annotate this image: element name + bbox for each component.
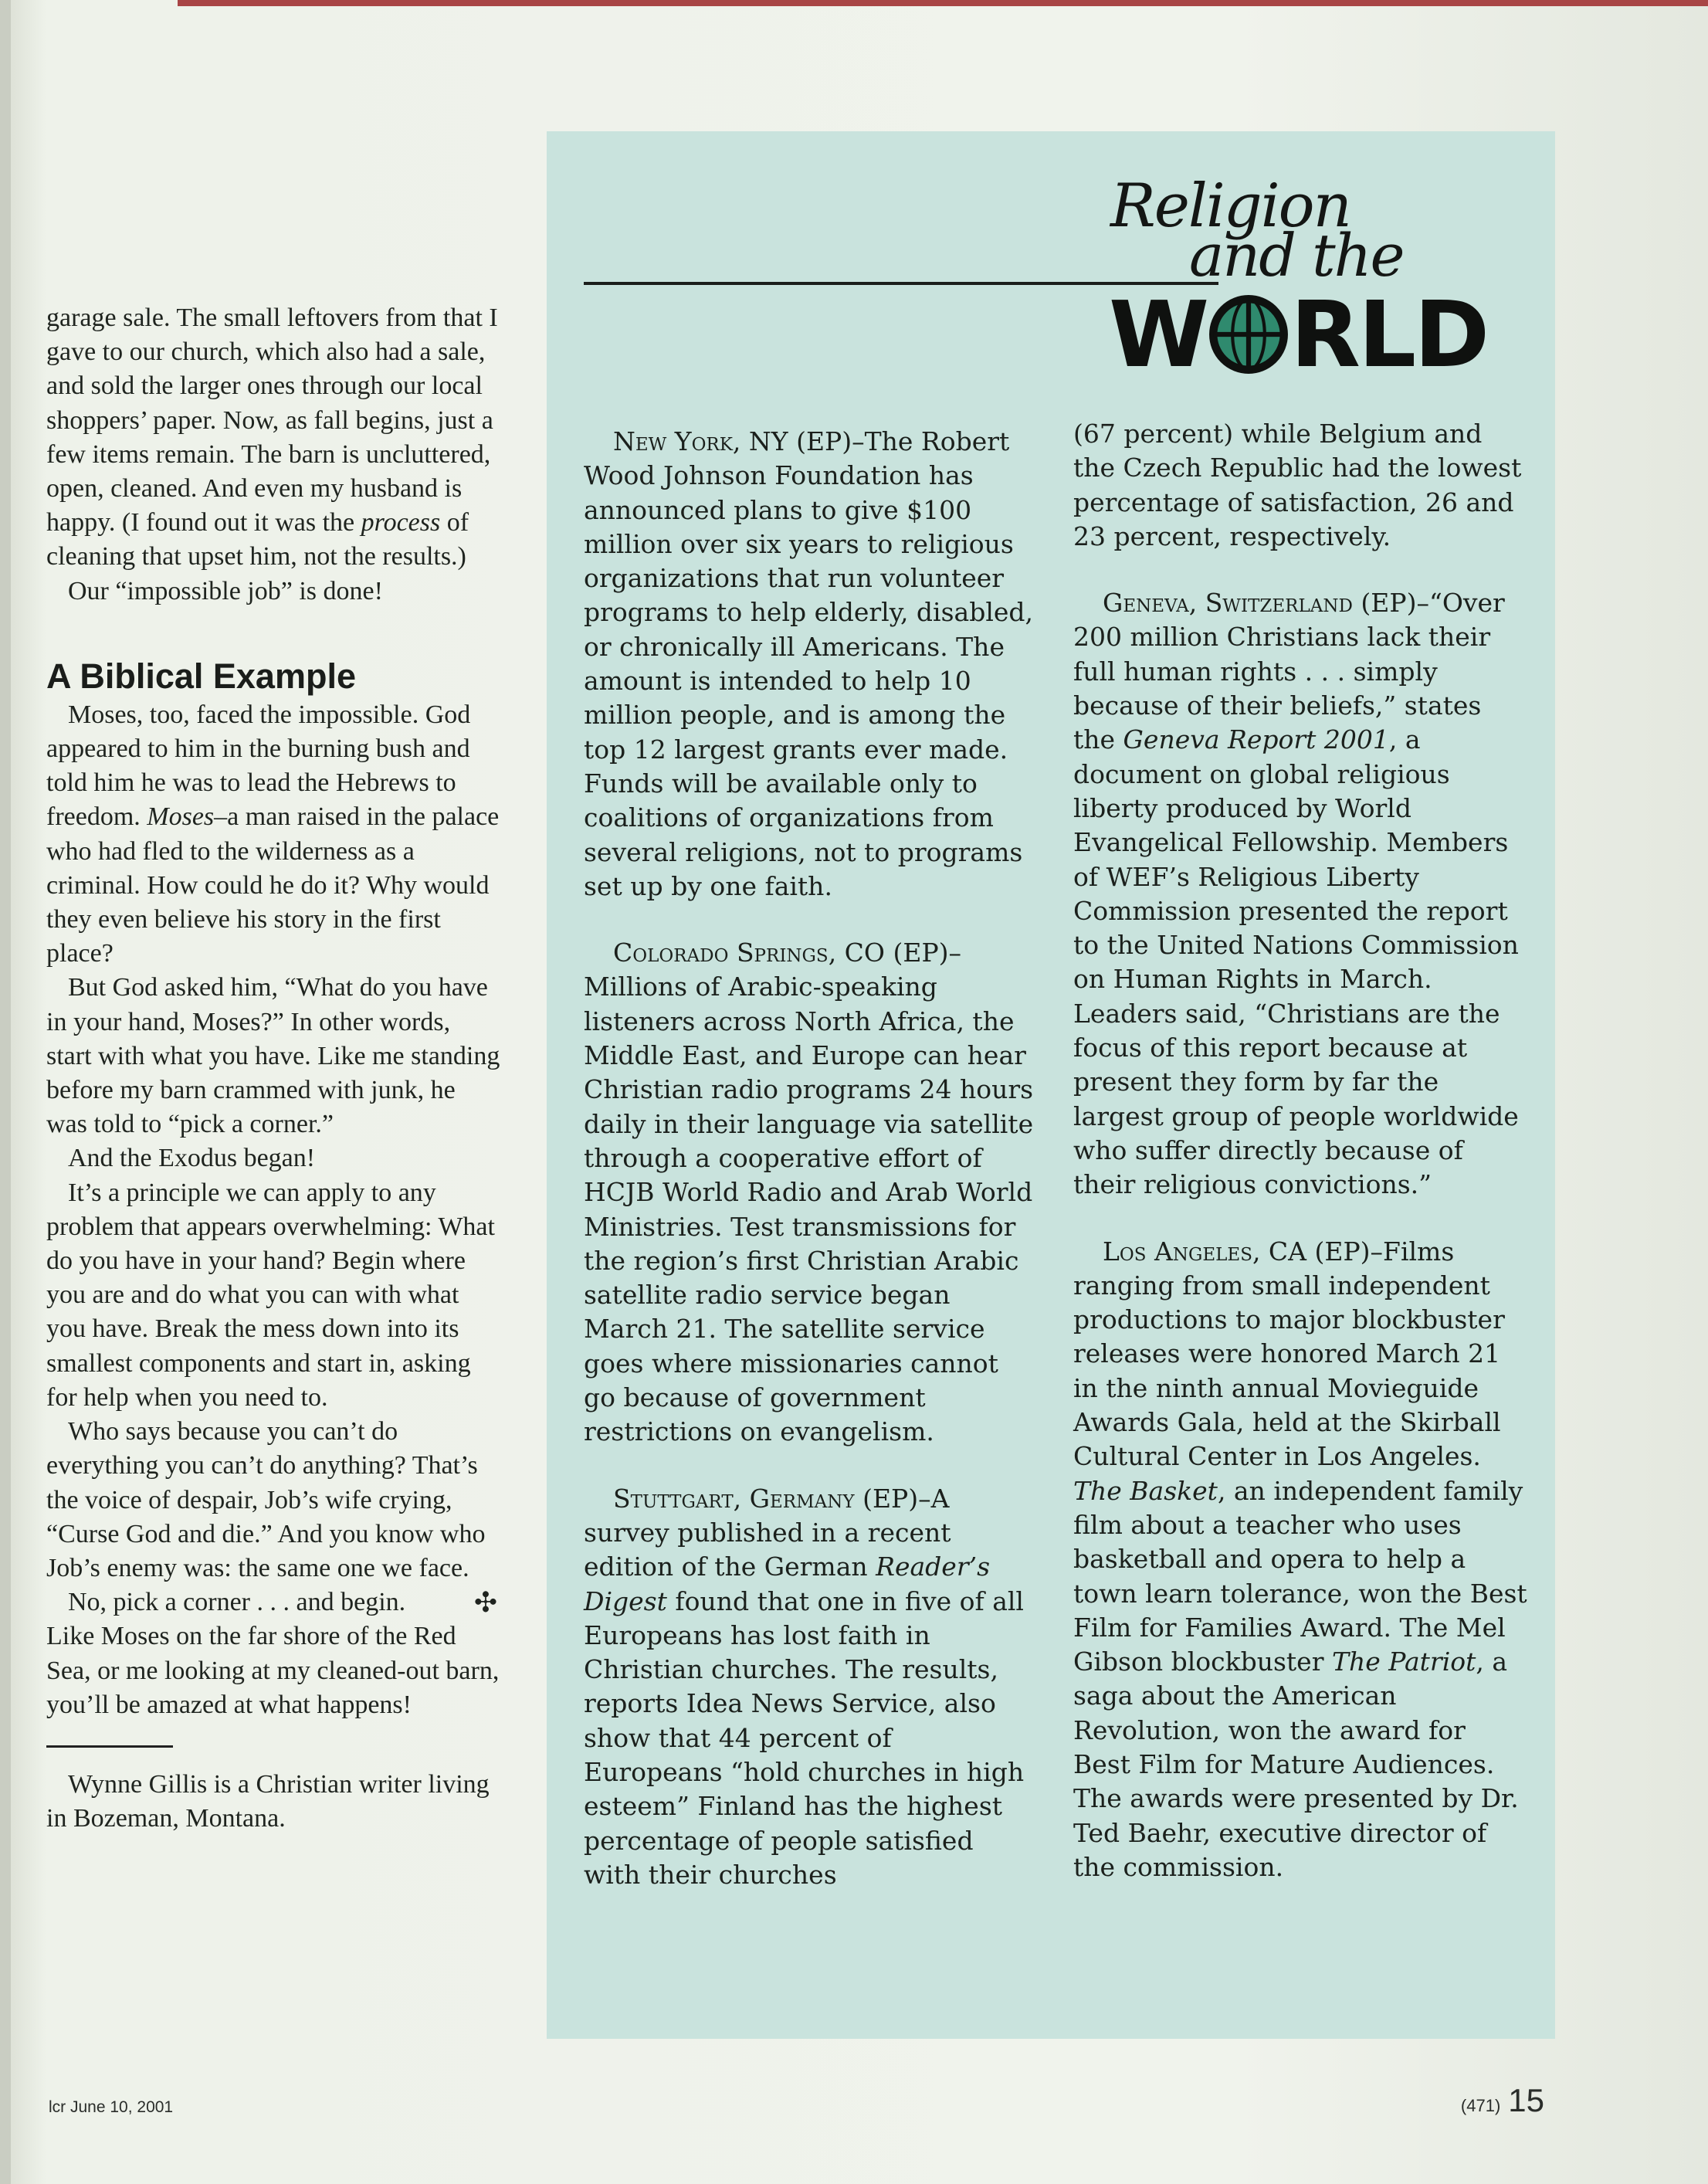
author-bio: Wynne Gillis is a Christian writer living in Bozeman, Montana.: [46, 1769, 490, 1833]
binding-edge: [0, 0, 11, 2184]
news-column-1: [584, 425, 1038, 1892]
logo-line-world: W RLD: [1109, 281, 1488, 388]
news-column-2: [1073, 417, 1527, 1884]
logo-line-religion: Religion: [1110, 171, 1350, 241]
folio-number: (471): [1460, 2096, 1501, 2115]
news-item-stuttgart: Stuttgart, Germany (EP)–A survey published in a recent edition of the German Reader’s Digest found that one in five of all Europeans has lost faith in Christian churches. The results, reports Idea News Service, also show that 44 percent of Europeans “hold churches in high esteem” Finland has the highest percentage of people satisfied with their churches: [584, 1483, 1025, 1890]
article-paragraph: Who says because you can’t do everything you can’t do anything? That’s the voice of despair, Job’s wife crying, “Curse God and die.” And you know who Job’s enemy was: the same one we face.: [46, 1417, 486, 1582]
news-item-colorado-springs: Colorado Springs, CO (EP)–Millions of Arabic-speaking listeners across North Africa, the Middle East, and Europe can hear Christian radio programs 24 hours daily in their language via satellite through a cooperative effort of HCJB World Radio and Arab World Ministries. Test transmissions for the region’s first Christian Arabic satellite radio service began March 21. The satellite service goes where missionaries cannot go because of government restrictions on evangelism.: [584, 938, 1034, 1447]
news-item-los-angeles: Los Angeles, CA (EP)–Films ranging from small independent productions to major blockbuster releases were honored March 21 in the ninth annual Movieguide Awards Gala, held at the Skirball Cultural Center in Los Angeles. The Basket, an independent family film about a teacher who uses basketball and opera to help a town learn tolerance, won the Best Film for Families Award. The Mel Gibson blockbuster The Patriot, a saga about the American Revolution, won the award for Best Film for Mature Audiences. The awards were presented by Dr. Ted Baehr, executive director of the commission.: [1073, 1236, 1527, 1882]
article-paragraph: But God asked him, “What do you have in your hand, Moses?” In other words, start with what you have. Like me standing before my barn crammed with junk, he was told to “pick a corner.”: [46, 973, 500, 1139]
end-of-article-icon: ✣: [473, 1587, 497, 1619]
article-paragraph: Our “impossible job” is done!: [68, 576, 383, 605]
issue-date: lcr June 10, 2001: [49, 2098, 174, 2116]
article-paragraph: It’s a principle we can apply to any problem that appears overwhelming: What do you have in your hand? Begin where you are and do what you can with what you have. Break the mess down into its smallest components and start in, asking for help when you need to.: [46, 1178, 495, 1412]
page-top-edge: [178, 0, 1708, 6]
news-item-new-york: New York, NY (EP)–The Robert Wood Johnson Foundation has announced plans to give $100 million over six years to religious organizations that run volunteer programs to help elderly, disabled, or chronically ill Americans. The amount is intended to help 10 million people, and is among the top 12 largest grants ever made. Funds will be available only to coalitions of organizations from several religions, not to programs set up by one faith.: [584, 426, 1034, 901]
globe-icon: [1208, 294, 1289, 375]
article-column: [46, 301, 502, 1836]
news-item-geneva: Geneva, Switzerland (EP)–“Over 200 million Christians lack their full human rights . . . simply because of their beliefs,” states the Geneva Report 2001, a document on global religious liberty produced by World Evangelical Fellowship. Members of WEF’s Religious Liberty Commission presented the report to the United Nations Commission on Human Rights in March. Leaders said, “Christians are the focus of this report because at present they form by far the largest group of people worldwide who suffer directly because of their religious convictions.”: [1073, 588, 1519, 1200]
article-paragraph: Moses, too, faced the impossible. God appeared to him in the burning bush and told him he was to lead the Hebrews to freedom. Moses–a man raised in the palace who had fled to the wilderness as a criminal. How could he do it? Why would they even believe his story in the first place?: [46, 700, 500, 968]
page-folio: [1461, 2082, 1544, 2119]
article-paragraph: garage sale. The small leftovers from that I gave to our church, which also had a sale, and sold the larger ones through our local shoppers’ paper. Now, as fall begins, just a few items remain. The barn is uncluttered, open, cleaned. And even my husband is happy. (I found out it was the process of cleaning that upset him, not the results.): [46, 304, 498, 571]
logo-line-and-the: and the: [1189, 221, 1404, 290]
page-number: 15: [1508, 2082, 1544, 2118]
news-item-stuttgart-continued: (67 percent) while Belgium and the Czech Republic had the lowest percentage of satisfaction, 26 and 23 percent, respectively.: [1073, 419, 1522, 551]
section-heading: A Biblical Example: [46, 656, 356, 696]
article-paragraph: ✣ No, pick a corner . . . and begin. Like Moses on the far shore of the Red Sea, or me looking at my cleaned-out barn, you’ll be amazed at what happens!: [46, 1587, 500, 1719]
article-paragraph: And the Exodus began!: [68, 1144, 316, 1173]
news-panel: [547, 131, 1555, 2039]
bio-divider: [46, 1745, 173, 1748]
